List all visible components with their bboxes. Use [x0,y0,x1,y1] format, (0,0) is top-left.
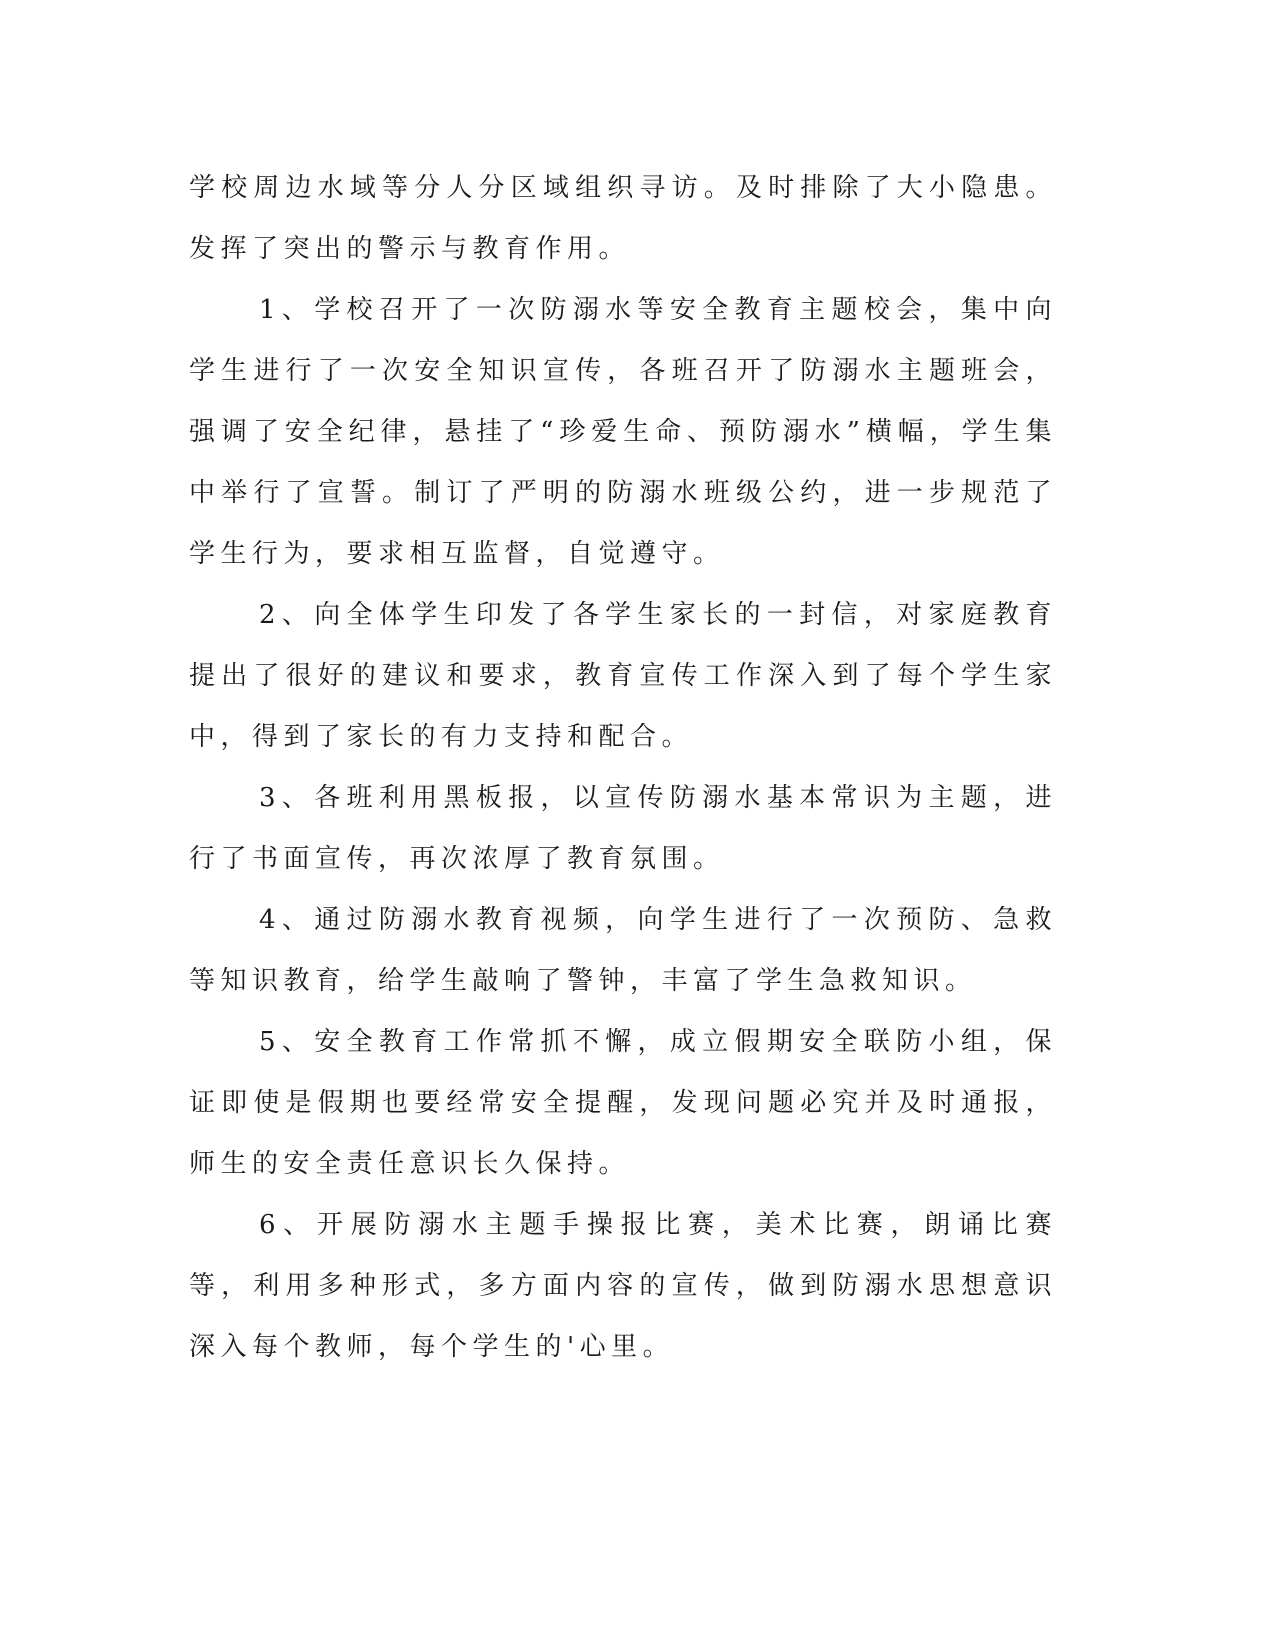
paragraph-item-3: 3、各班利用黑板报，以宣传防溺水基本常识为主题，进行了书面宣传，再次浓厚了教育氛围。 [189,783,1057,874]
paragraph-item-6: 6、开展防溺水主题手操报比赛，美术比赛，朗诵比赛等，利用多种形式，多方面内容的宣传，做到防溺水思想意识深入每个教师，每个学生的'心里。 [189,1210,1057,1362]
paragraph-item-2: 2、向全体学生印发了各学生家长的一封信，对家庭教育提出了很好的建议和要求，教育宣传工作深入到了每个学生家中，得到了家长的有力支持和配合。 [189,600,1057,752]
document-body [189,158,1057,1378]
paragraph-continuation: 学校周边水域等分人分区域组织寻访。及时排除了大小隐患。发挥了突出的警示与教育作用。 [189,173,1057,264]
paragraph-item-5: 5、安全教育工作常抓不懈，成立假期安全联防小组，保证即使是假期也要经常安全提醒，发现问题必究并及时通报，师生的安全责任意识长久保持。 [189,1027,1057,1179]
paragraph-item-1: 1、学校召开了一次防溺水等安全教育主题校会，集中向学生进行了一次安全知识宣传，各班召开了防溺水主题班会，强调了安全纪律，悬挂了“珍爱生命、预防溺水”横幅，学生集中举行了宣誓。制订了严明的防溺水班级公约，进一步规范了学生行为，要求相互监督，自觉遵守。 [189,295,1057,569]
paragraph-item-4: 4、通过防溺水教育视频，向学生进行了一次预防、急救等知识教育，给学生敲响了警钟，丰富了学生急救知识。 [189,905,1057,996]
